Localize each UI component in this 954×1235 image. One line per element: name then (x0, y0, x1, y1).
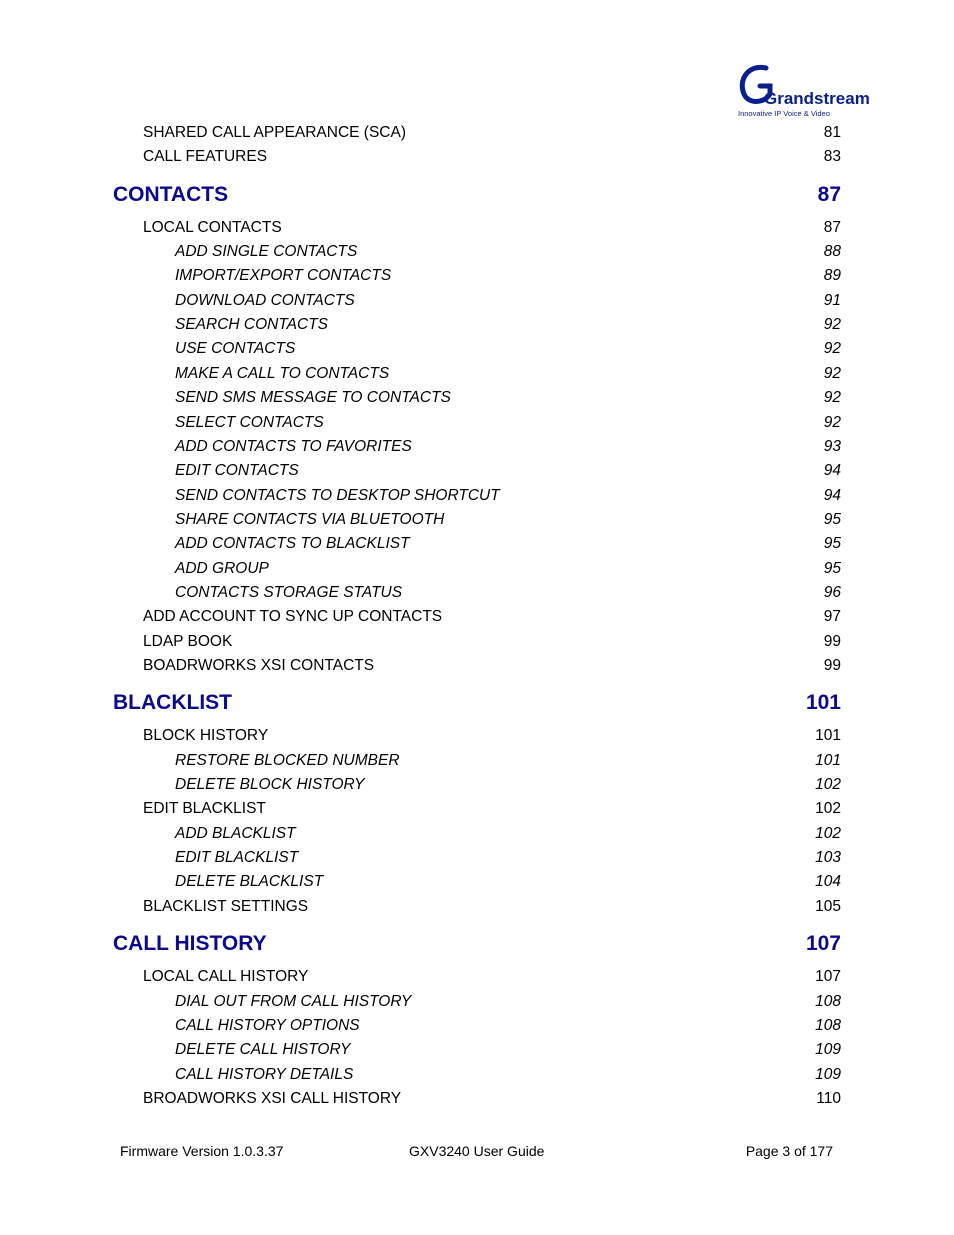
toc-entry-title: USE CONTACTS (175, 340, 296, 358)
toc-entry-title: DIAL OUT FROM CALL HISTORY (175, 992, 412, 1010)
toc-entry-page: 92 (823, 340, 841, 358)
toc-entry-title: CALL HISTORY (113, 932, 267, 956)
toc-entry-page: 88 (823, 243, 841, 261)
logo-wordmark: Grandstream (764, 89, 870, 108)
toc-entry-title: SEARCH CONTACTS (175, 316, 329, 334)
toc-entry-title: ADD CONTACTS TO BLACKLIST (175, 535, 410, 553)
toc-entry-page: 101 (805, 691, 841, 715)
toc-entry-page: 95 (823, 559, 841, 577)
toc-entry-title: CALL HISTORY DETAILS (175, 1065, 354, 1083)
toc-entry-page: 92 (823, 364, 841, 382)
toc-entry-title: SHARED CALL APPEARANCE (SCA) (143, 124, 407, 141)
toc-entry-title: BROADWORKS XSI CALL HISTORY (143, 1089, 402, 1107)
toc-entry-page: 92 (823, 413, 841, 431)
toc-entry-title: SELECT CONTACTS (175, 413, 324, 431)
toc-entry-title: LOCAL CONTACTS (143, 218, 282, 236)
toc-entry-title: DELETE BLACKLIST (175, 873, 324, 891)
toc-entry-page: 93 (823, 437, 841, 455)
toc-entry-page: 101 (815, 727, 841, 745)
toc-entry-page: 81 (823, 124, 841, 141)
toc-entry-title: MAKE A CALL TO CONTACTS (175, 364, 390, 382)
toc-entry-title: LOCAL CALL HISTORY (143, 968, 309, 986)
toc-entry-page: 95 (823, 510, 841, 528)
toc-entry-title: BLOCK HISTORY (143, 727, 269, 745)
toc-entry-page: 92 (823, 389, 841, 407)
toc-entry-title: ADD CONTACTS TO FAVORITES (175, 437, 412, 455)
toc-entry-title: CALL HISTORY OPTIONS (175, 1016, 360, 1034)
toc-entry-page: 92 (823, 316, 841, 334)
toc-entry-page: 87 (823, 218, 841, 236)
toc-entry-page: 107 (805, 932, 841, 956)
toc-entry-page: 102 (815, 776, 841, 794)
grandstream-logo (736, 60, 870, 118)
toc-entry-title: ADD SINGLE CONTACTS (175, 243, 358, 261)
toc-entry-title: RESTORE BLOCKED NUMBER (175, 751, 400, 769)
toc-entry-title: BLACKLIST (113, 691, 232, 715)
toc-entry-page: 97 (823, 608, 841, 626)
toc-entry-page: 109 (815, 1065, 841, 1083)
footer-firmware: Firmware Version 1.0.3.37 (120, 1143, 284, 1159)
toc-entry-title: ADD GROUP (175, 559, 269, 577)
toc-entry-title: BOADRWORKS XSI CONTACTS (143, 657, 375, 674)
toc-entry-page: 102 (815, 800, 841, 818)
toc-entry-page: 94 (823, 462, 841, 480)
toc-entry-page: 108 (815, 992, 841, 1010)
toc-entry-title: DELETE BLOCK HISTORY (175, 776, 365, 794)
toc-entry-page: 99 (823, 632, 841, 650)
toc-entry-title: DOWNLOAD CONTACTS (175, 291, 355, 309)
toc-entry-title: SHARE CONTACTS VIA BLUETOOTH (175, 510, 445, 528)
toc-entry-page: 103 (815, 849, 841, 867)
toc-entry-title: BLACKLIST SETTINGS (143, 897, 309, 915)
toc-entry-title: ADD ACCOUNT TO SYNC UP CONTACTS (143, 608, 443, 626)
toc-entry-page: 105 (815, 897, 841, 915)
toc-entry-title: CALL FEATURES (143, 148, 268, 166)
toc-entry-title: SEND CONTACTS TO DESKTOP SHORTCUT (175, 486, 500, 504)
toc-entry-title: CONTACTS STORAGE STATUS (175, 583, 403, 601)
toc-entry-title: EDIT BLACKLIST (143, 800, 266, 818)
logo-graphic (736, 60, 870, 118)
toc-entry-title: SEND SMS MESSAGE TO CONTACTS (175, 389, 451, 407)
footer-guide-title: GXV3240 User Guide (409, 1143, 545, 1159)
toc-entry-page: 108 (815, 1016, 841, 1034)
footer-page-number: Page 3 of 177 (745, 1143, 833, 1159)
toc-entry-title: EDIT CONTACTS (175, 462, 299, 480)
toc-entry-page: 109 (815, 1041, 841, 1059)
toc-entry-page: 107 (815, 968, 841, 986)
toc-entry-page: 110 (816, 1089, 841, 1107)
toc-entry-title: DELETE CALL HISTORY (175, 1041, 351, 1059)
toc-entry-page: 87 (817, 182, 841, 206)
toc-entry-page: 83 (823, 148, 841, 166)
logo-tagline: Innovative IP Voice & Video (738, 109, 830, 118)
toc-entry-title: ADD BLACKLIST (175, 824, 296, 842)
toc-entry-page: 101 (815, 751, 841, 769)
toc-entry-title: LDAP BOOK (143, 632, 233, 650)
toc-entry-page: 104 (815, 873, 841, 891)
toc-entry-title: IMPORT/EXPORT CONTACTS (175, 267, 392, 285)
toc-entry-page: 89 (823, 267, 841, 285)
toc-entry-title: CONTACTS (113, 182, 229, 206)
toc-entry-title: EDIT BLACKLIST (175, 849, 299, 867)
toc-entry-page: 94 (823, 486, 841, 504)
toc-entry-page: 96 (823, 583, 841, 601)
toc-entry-page: 99 (823, 657, 841, 674)
toc-entry-page: 102 (815, 824, 841, 842)
toc-entry-page: 95 (823, 535, 841, 553)
toc-entry-page: 91 (823, 291, 841, 309)
